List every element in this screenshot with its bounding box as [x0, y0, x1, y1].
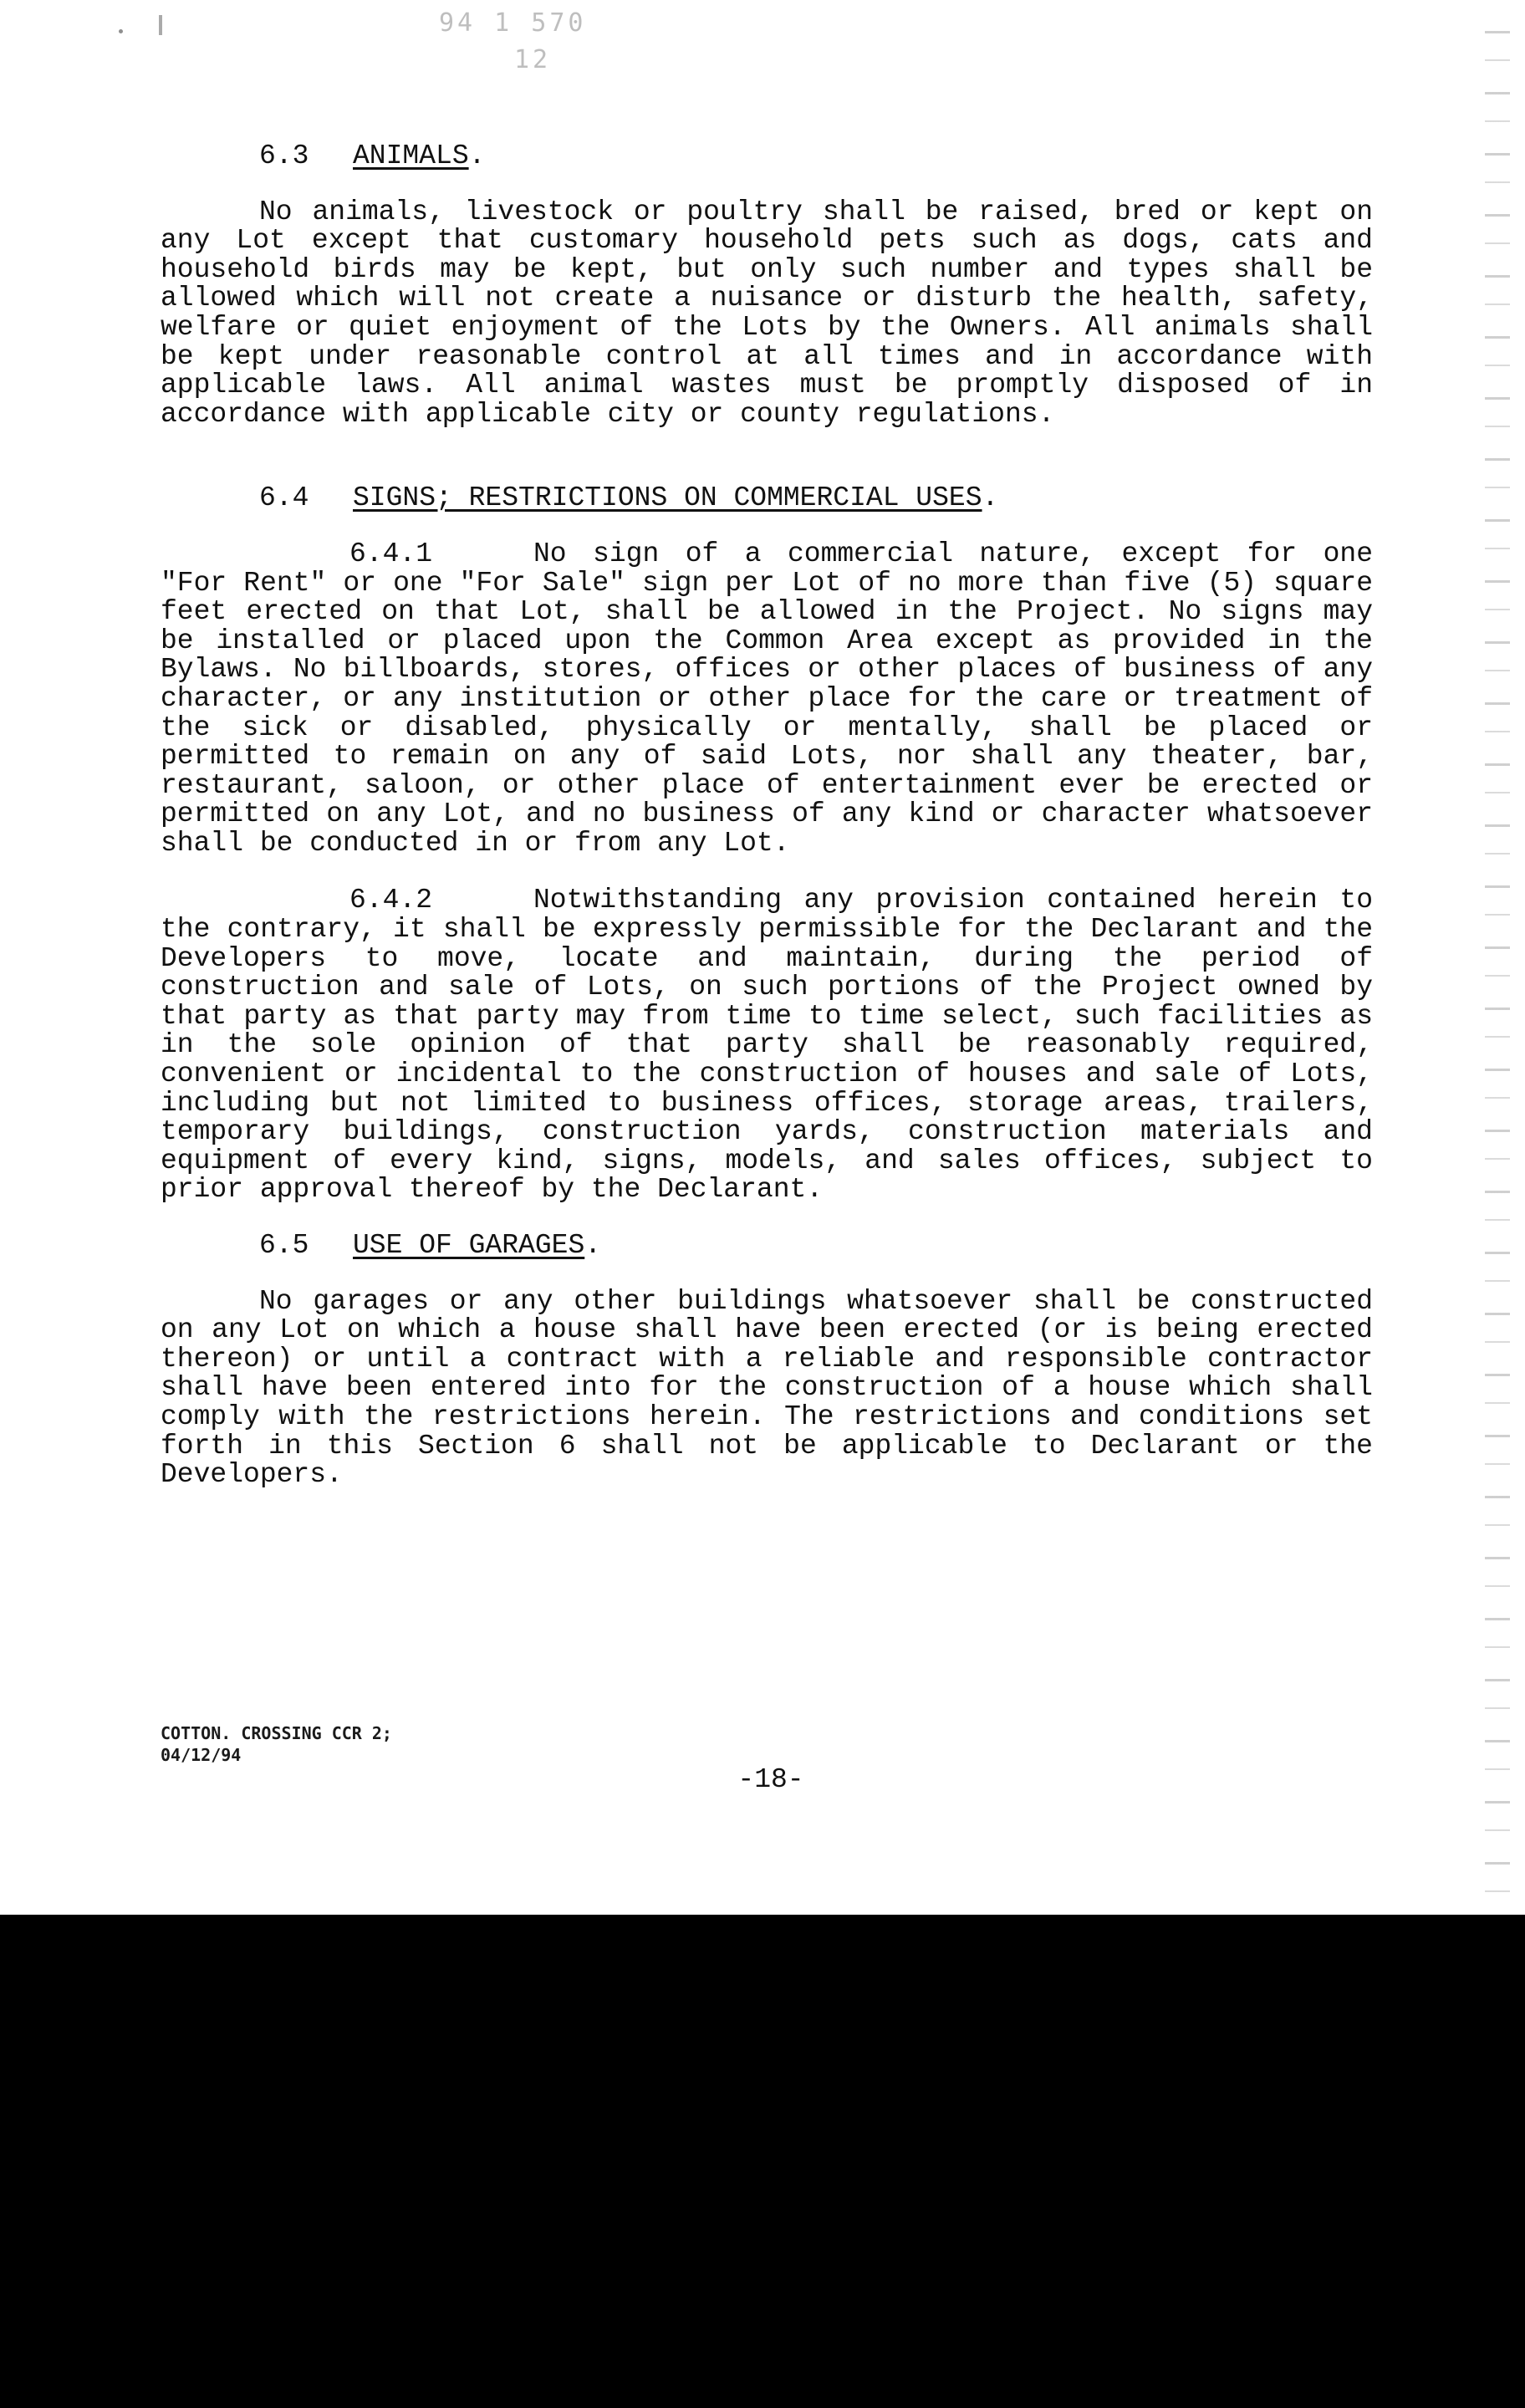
section-number: 6.3 — [259, 140, 309, 171]
section-heading-6-4: 6.4 SIGNS; RESTRICTIONS ON COMMERCIAL USES. — [259, 482, 999, 514]
subsection-number: 6.4.2 — [349, 885, 433, 916]
subsection-text: No sign of a commercial nature, except for one "For Rent" or one "For Sale" sign per Lot of no more than five (5) square feet erected on that Lot, shall be allowed in the Project. No signs may be installed or placed upon the Common Area except as provided in the Bylaws. No billboards, stores, offices or other places of business of any character, or any institution or other place for the care or treatment of the sick or disabled, physically or mentally, shall be placed or permitted to remain on any of said Lots, nor shall any theater, bar, restaurant, saloon, or other place of entertainment ever be erected or permitted on any Lot, and no business of any kind or character whatsoever shall be conducted in or from any Lot. — [161, 538, 1373, 859]
section-title: USE OF GARAGES — [353, 1230, 585, 1261]
page-number: -18- — [737, 1764, 804, 1795]
section-heading-6-5: 6.5 USE OF GARAGES. — [259, 1230, 602, 1261]
section-body-6-5: No garages or any other buildings whatsoever shall be constructed on any Lot on which a house shall have been erected (or is being erected thereon) or until a contract with a reliable and responsible contractor shall have been entered into for the construction of a house which shall comply with the restrictions herein. The restrictions and conditions set forth in this Section 6 shall not be applicable to Declarant or the Developers. — [161, 1285, 1373, 1491]
scan-speck — [159, 15, 162, 35]
recording-stamp — [439, 5, 587, 79]
document-date: 04/12/94 — [161, 1745, 242, 1765]
subsection-6-4-1 — [161, 540, 1373, 859]
document-page — [161, 142, 1373, 1490]
document-footer — [161, 1722, 392, 1766]
document-id: COTTON. CROSSING CCR 2; — [161, 1723, 392, 1743]
section-title: SIGNS; RESTRICTIONS ON COMMERCIAL USES — [353, 482, 982, 514]
section-heading-6-3: 6.3 ANIMALS. — [259, 140, 486, 171]
section-number: 6.4 — [259, 482, 309, 514]
scan-black-border — [0, 1915, 1525, 2408]
stamp-line-1: 94 1 570 — [439, 8, 587, 38]
subsection-6-4-2 — [161, 886, 1373, 1205]
section-number: 6.5 — [259, 1230, 309, 1261]
section-title: ANIMALS — [353, 140, 469, 171]
subsection-text: Notwithstanding any provision contained herein to the contrary, it shall be expressly permissible for the Declarant and the Developers to move, locate and maintain, during the period of construction and sale of Lots, on such portions of the Project owned by that party as that party may from time to time select, such facilities as in the sole opinion of that party shall be reasonably required, convenient or incidental to the construction of houses and sale of Lots, including but not limited to business offices, storage areas, trailers, temporary buildings, construction yards, construction materials and equipment of every kind, signs, models, and sales offices, subject to prior approval thereof by the Declarant. — [161, 885, 1373, 1206]
scan-speck — [119, 29, 123, 33]
scan-edge-noise — [1485, 0, 1510, 1915]
section-body-6-3: No animals, livestock or poultry shall be raised, bred or kept on any Lot except that customary household pets such as dogs, cats and household birds may be kept, but only such number and types shall be allowed which will not create a nuisance or disturb the health, safety, welfare or quiet enjoyment of the Lots by the Owners. All animals shall be kept under reasonable control at all times and in accordance with applicable laws. All animal wastes must be promptly disposed of in accordance with applicable city or county regulations. — [161, 196, 1373, 430]
stamp-line-2: 12 — [514, 45, 552, 74]
subsection-number: 6.4.1 — [349, 538, 433, 569]
